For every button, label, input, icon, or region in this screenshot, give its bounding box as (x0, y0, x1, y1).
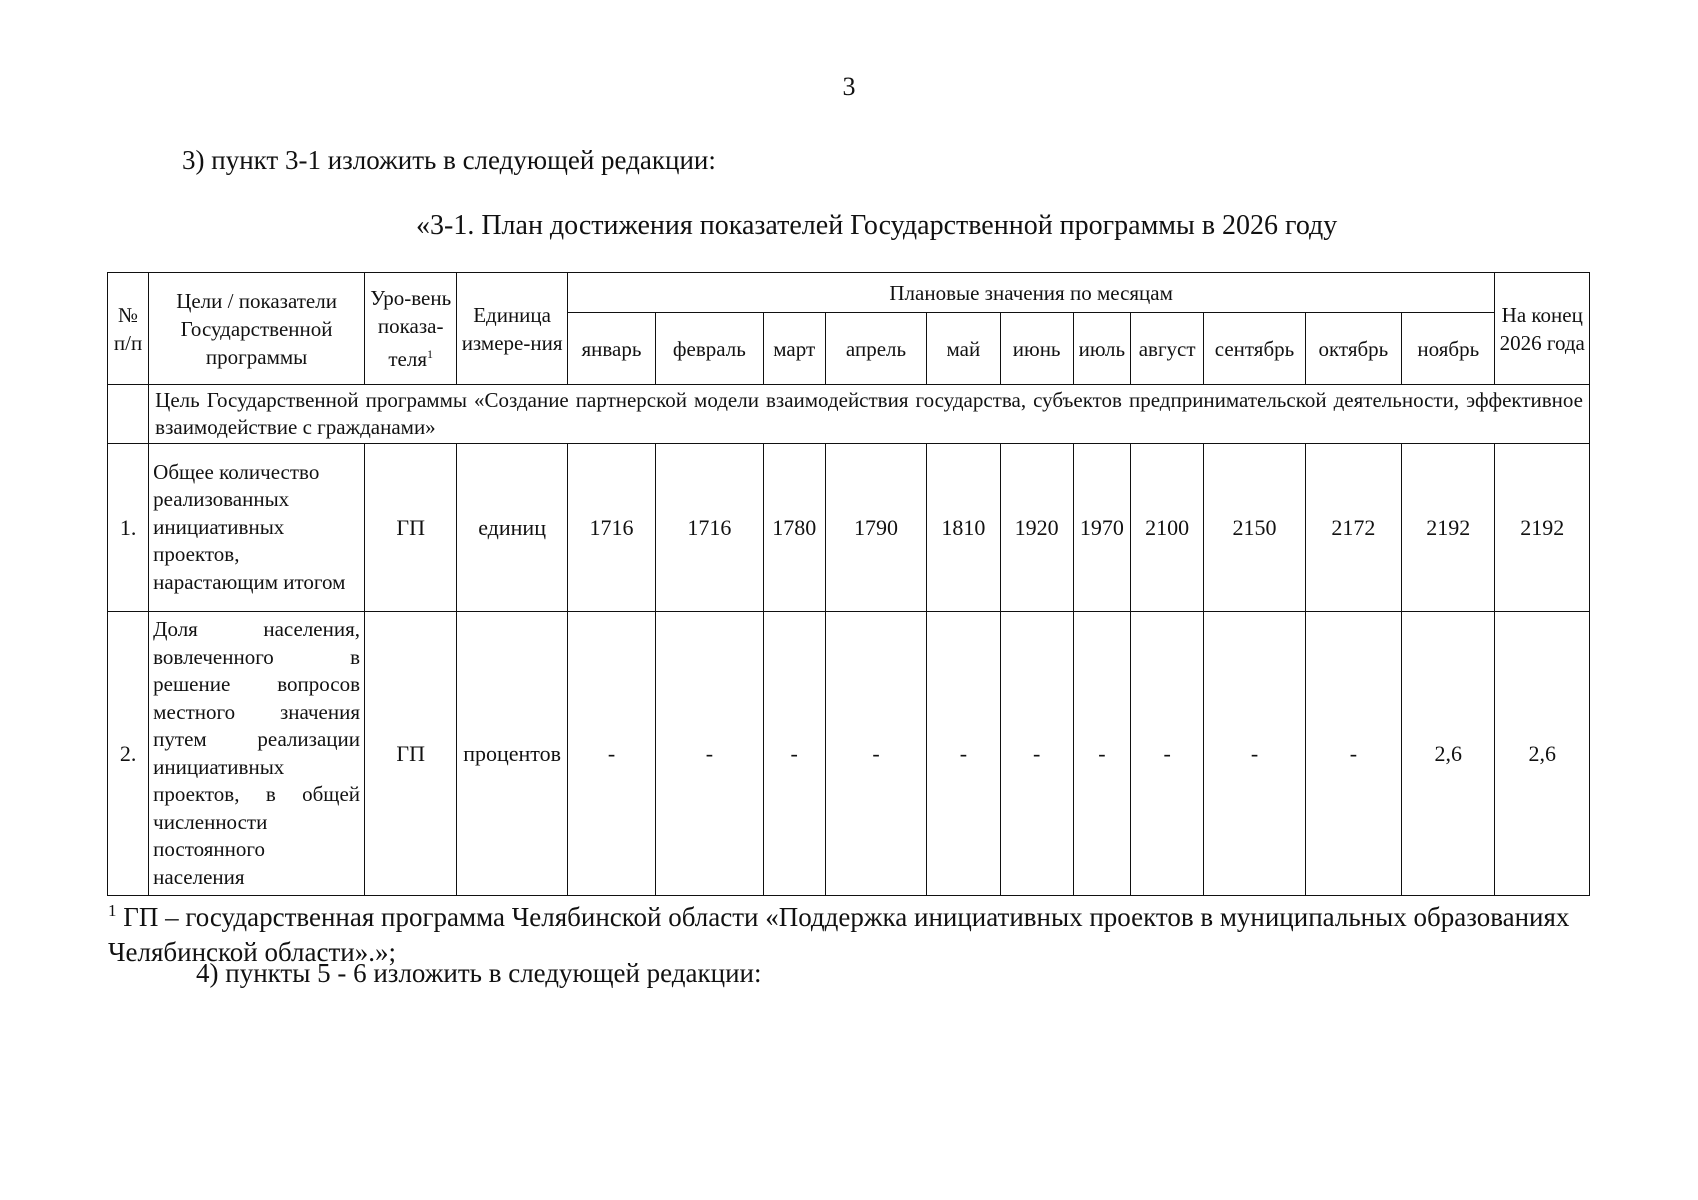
header-end: На конец 2026 года (1495, 273, 1590, 385)
header-month: март (763, 313, 825, 385)
header-month: февраль (656, 313, 763, 385)
header-goal: Цели / показатели Государственной программы (149, 273, 365, 385)
row-end: 2192 (1495, 444, 1590, 612)
row-value: 1780 (763, 444, 825, 612)
header-month: май (927, 313, 1000, 385)
header-month: июнь (1000, 313, 1073, 385)
table-title: «3-1. План достижения показателей Государственной программы в 2026 году (416, 210, 1338, 241)
header-level (365, 273, 457, 385)
row-value: 2100 (1131, 444, 1204, 612)
row-value: - (825, 612, 926, 896)
row-value: 2172 (1305, 444, 1401, 612)
row-unit: единиц (457, 444, 567, 612)
row-value: 1790 (825, 444, 926, 612)
row-indicator: Общее количество реализованных инициативных проектов, нарастающим итогом (149, 444, 365, 612)
row-value: 1920 (1000, 444, 1073, 612)
footnote-ref: 1 (427, 347, 434, 361)
row-value: - (567, 612, 655, 896)
header-month: июль (1073, 313, 1130, 385)
row-num: 2. (108, 612, 149, 896)
header-month: август (1131, 313, 1204, 385)
page-number: 3 (842, 72, 856, 101)
header-row-1 (108, 273, 1590, 313)
paragraph-4: 4) пункты 5 - 6 изложить в следующей редакции: (196, 958, 762, 988)
row-value: - (1131, 612, 1204, 896)
header-monthly: Плановые значения по месяцам (567, 273, 1495, 313)
row-value: - (1305, 612, 1401, 896)
footnote-mark: 1 (108, 901, 117, 920)
row-level: ГП (365, 612, 457, 896)
row-value: - (763, 612, 825, 896)
row-value: 1970 (1073, 444, 1130, 612)
paragraph-3: 3) пункт 3-1 изложить в следующей редакции: (182, 145, 716, 175)
row-end: 2,6 (1495, 612, 1590, 896)
table-row (108, 444, 1590, 612)
row-value: - (1204, 612, 1305, 896)
header-unit: Единица измере-ния (457, 273, 567, 385)
footnote-text: ГП – государственная программа Челябинской области «Поддержка инициативных проектов в муниципальных образованиях Челябинской области».»; (108, 902, 1570, 967)
row-num: 1. (108, 444, 149, 612)
goal-row (108, 385, 1590, 444)
header-month: октябрь (1305, 313, 1401, 385)
row-value: 2192 (1402, 444, 1495, 612)
row-value: - (656, 612, 763, 896)
row-value: 1716 (656, 444, 763, 612)
row-level: ГП (365, 444, 457, 612)
row-value: - (1000, 612, 1073, 896)
header-num: № п/п (108, 273, 149, 385)
row-unit: процентов (457, 612, 567, 896)
row-value: 2150 (1204, 444, 1305, 612)
row-value: 1716 (567, 444, 655, 612)
header-month: апрель (825, 313, 926, 385)
plan-table (107, 272, 1590, 896)
header-month: январь (567, 313, 655, 385)
header-month: сентябрь (1204, 313, 1305, 385)
row-value: 2,6 (1402, 612, 1495, 896)
header-month: ноябрь (1402, 313, 1495, 385)
goal-text: Цель Государственной программы «Создание партнерской модели взаимодействия государства, субъектов предпринимательской деятельности, эффективное взаимодействие с гражданами» (149, 385, 1590, 444)
goal-row-blank (108, 385, 149, 444)
table-row (108, 612, 1590, 896)
row-value: - (927, 612, 1000, 896)
row-value: - (1073, 612, 1130, 896)
header-level-text: Уро-вень показа-теля (370, 286, 452, 371)
row-value: 1810 (927, 444, 1000, 612)
row-indicator: Доля населения, вовлеченного в решение вопросов местного значения путем реализации инициативных проектов, в общей численности постоянного населения (149, 612, 365, 896)
